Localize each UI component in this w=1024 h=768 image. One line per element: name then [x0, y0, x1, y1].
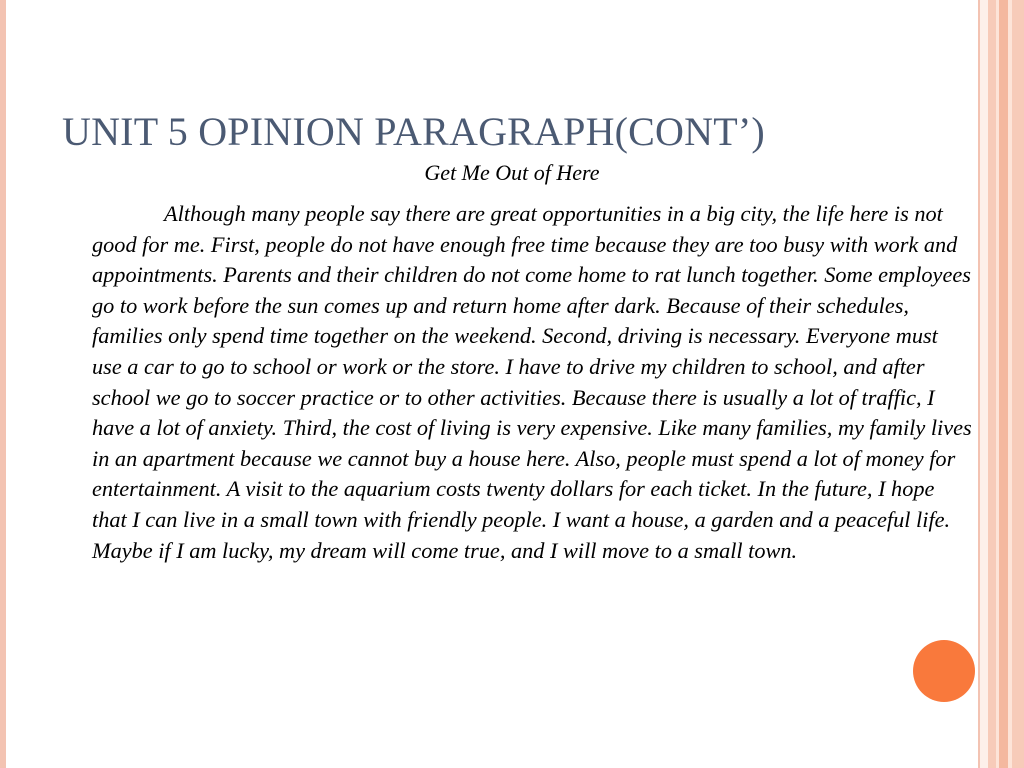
slide-title: UNIT 5 OPINION PARAGRAPH(CONT’) — [62, 109, 765, 154]
stripe — [988, 0, 996, 768]
essay-paragraph: Although many people say there are great opportunities in a big city, the life here is not good for me. First, people do not have enough free time because they are too busy with work and appointments. Parents and their children do not come home to rat lunch together. Some employees go to work before the sun comes up and return home after dark. Because of their schedules, families only spend time together on the weekend. Second, driving is necessary. Everyone must use a car to go to school or work or the store. I have to drive my children to school, and after school we go to soccer practice or to other activities. Because there is usually a lot of traffic, I have a lot of anxiety. Third, the cost of living is very expensive. Like many families, my family lives in an apartment because we cannot buy a house here. Also, people must spend a lot of money for entertainment. A visit to the aquarium costs twenty dollars for each ticket. In the future, I hope that I can live in a small town with friendly people. I want a house, a garden and a peaceful life. Maybe if I am lucky, my dream will come true, and I will move to a small town. — [92, 201, 972, 563]
essay-title: Get Me Out of Here — [424, 160, 600, 185]
stripe — [980, 0, 988, 768]
right-stripe-decoration — [978, 0, 1024, 768]
stripe — [999, 0, 1008, 768]
left-border-decoration — [0, 0, 6, 768]
orange-circle-decoration — [913, 640, 975, 702]
stripe — [1012, 0, 1024, 768]
